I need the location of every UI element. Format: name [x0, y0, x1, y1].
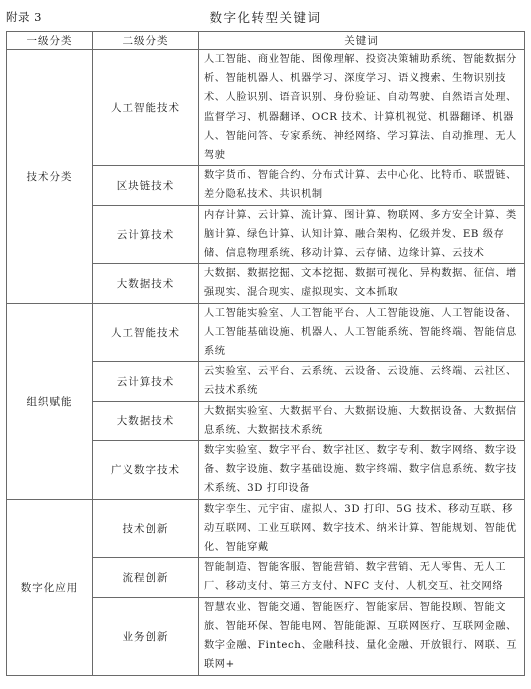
level1-category: 组织赋能 — [7, 303, 93, 499]
column-header-keywords: 关键词 — [199, 32, 525, 50]
level2-category: 人工智能技术 — [93, 50, 199, 166]
keywords-cell — [199, 441, 525, 500]
keywords-text: 智慧农业、智能交通、智能医疗、智能家居、智能投顾、智能文旅、智能环保、智能电网、智能能源、互联网医疗、互联网金融、数字金融、Fintech、金融科技、量化金融、开放银行、网联、互联网+ — [204, 601, 518, 671]
column-header-level2: 二级分类 — [93, 32, 199, 50]
keywords-cell — [199, 499, 525, 558]
level2-category: 云计算技术 — [93, 205, 199, 264]
table-row — [7, 499, 525, 558]
level2-category: 业务创新 — [93, 597, 199, 675]
level2-category: 云计算技术 — [93, 362, 199, 401]
keywords-cell — [199, 558, 525, 597]
keywords-text: 内存计算、云计算、流计算、图计算、物联网、多方安全计算、类脑计算、绿色计算、认知计算、融合架构、亿级并发、EB 级存储、信息物理系统、移动计算、云存储、边缘计算、云技术 — [204, 209, 517, 260]
appendix-label: 附录 3 — [6, 10, 42, 24]
keywords-cell — [199, 50, 525, 166]
level2-category: 人工智能技术 — [93, 303, 199, 362]
keywords-cell — [199, 401, 525, 440]
level2-category: 流程创新 — [93, 558, 199, 597]
level2-category: 大数据技术 — [93, 401, 199, 440]
keywords-cell — [199, 597, 525, 675]
keywords-text: 数字货币、智能合约、分布式计算、去中心化、比特币、联盟链、差分隐私技术、共识机制 — [204, 170, 517, 201]
document-header — [0, 0, 531, 28]
keywords-text: 人工智能、商业智能、图像理解、投资决策辅助系统、智能数据分析、智能机器人、机器学习、深度学习、语义搜索、生物识别技术、人脸识别、语音识别、身份验证、自动驾驶、自然语言处理、监督学习、机器翻译、OCR 技术、计算机视觉、机器翻译、机器人、智能问答、专家系统、神经网络、学习算法、自动推理、无人驾驶 — [204, 54, 517, 162]
keywords-text: 数字孪生、元宇宙、虚拟人、3D 打印、5G 技术、移动互联、移动互联网、工业互联网、数字技术、纳米计算、智能规划、智能优化、智能穿戴 — [204, 503, 517, 554]
level2-category: 技术创新 — [93, 499, 199, 558]
keywords-text: 数字实验室、数字平台、数字社区、数字专利、数字网络、数字设备、数字设施、数字基础设施、数字终端、数字信息系统、数字技术系统、3D 打印设备 — [204, 445, 517, 495]
table-row — [7, 50, 525, 166]
keywords-text: 云实验室、云平台、云系统、云设备、云设施、云终端、云社区、云技术系统 — [204, 366, 517, 397]
keywords-cell — [199, 303, 525, 362]
level2-category: 广义数字技术 — [93, 441, 199, 500]
level1-category: 技术分类 — [7, 50, 93, 304]
keywords-cell — [199, 264, 525, 303]
keywords-cell — [199, 166, 525, 205]
keywords-text: 人工智能实验室、人工智能平台、人工智能设施、人工智能设备、人工智能基础设施、机器人、人工智能系统、智能终端、智能信息系统 — [204, 307, 517, 358]
keywords-text: 大数据实验室、大数据平台、大数据设施、大数据设备、大数据信息系统、大数据技术系统 — [204, 405, 517, 436]
keywords-text: 智能制造、智能客服、智能营销、数字营销、无人零售、无人工厂、移动支付、第三方支付、NFC 支付、人机交互、社交网络 — [204, 562, 507, 593]
level1-category: 数字化应用 — [7, 499, 93, 675]
level2-category: 大数据技术 — [93, 264, 199, 303]
column-header-level1: 一级分类 — [7, 32, 93, 50]
keywords-cell — [199, 205, 525, 264]
document-title: 数字化转型关键词 — [209, 10, 322, 25]
table-header-row — [7, 32, 525, 50]
keywords-text: 大数据、数据挖掘、文本挖掘、数据可视化、异构数据、征信、增强现实、混合现实、虚拟现实、文本抓取 — [204, 268, 517, 299]
keywords-cell — [199, 362, 525, 401]
table-row — [7, 303, 525, 362]
level2-category: 区块链技术 — [93, 166, 199, 205]
keyword-table — [6, 31, 525, 676]
